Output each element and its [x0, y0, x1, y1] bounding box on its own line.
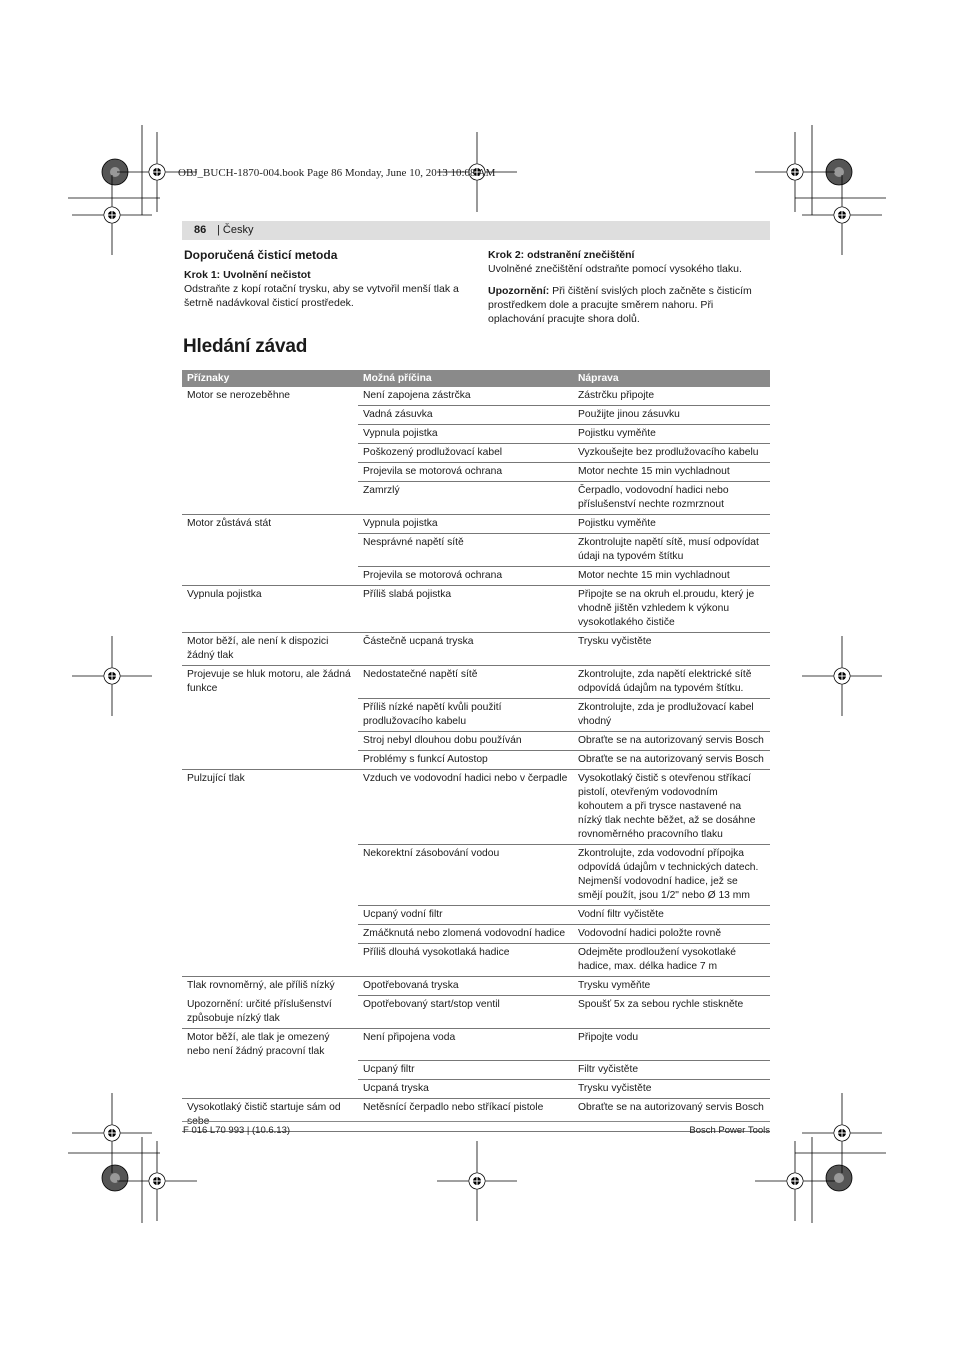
symptom-cell [182, 463, 358, 482]
table-row [182, 567, 770, 586]
cause-cell: Zmáčknutá nebo zlomená vodovodní hadice [358, 925, 573, 944]
cause-cell: Opotřebovaná tryska [358, 977, 573, 996]
remedy-cell: Spoušť 5x za sebou rychle stiskněte [573, 996, 770, 1029]
cause-cell: Příliš slabá pojistka [358, 586, 573, 633]
symptom-cell [182, 732, 358, 751]
remedy-cell: Trysku vyměňte [573, 977, 770, 996]
cause-cell: Netěsnící čerpadlo nebo stříkací pistole [358, 1099, 573, 1132]
table-header-row [182, 370, 770, 387]
cause-cell: Vypnula pojistka [358, 425, 573, 444]
remedy-cell: Vysokotlaký čistič s otevřenou stříkací pistolí, otevřeným vodovodním kohoutem a při trysce nastavené na nízký tlak nechte běžet, až se dosáhne rovnoměrného pracovního tlaku [573, 770, 770, 845]
cause-cell: Projevila se motorová ochrana [358, 567, 573, 586]
symptom-cell [182, 425, 358, 444]
table-row [182, 633, 770, 666]
table-row [182, 666, 770, 699]
symptom-cell [182, 1061, 358, 1080]
table-row [182, 586, 770, 633]
symptom-cell [182, 1080, 358, 1099]
remedy-cell: Čerpadlo, vodovodní hadici nebo příslušenství nechte rozmrznout [573, 482, 770, 515]
symptom-cell: Projevuje se hluk motoru, ale žádná funkce [187, 669, 351, 694]
cause-cell: Příliš dlouhá vysokotlaká hadice [358, 944, 573, 977]
symptom-cell [182, 534, 358, 567]
cleaning-left-column [184, 248, 469, 318]
cleaning-title: Doporučená čisticí metoda [184, 248, 338, 262]
cause-cell: Nedostatečné napětí sítě [358, 666, 573, 699]
cause-cell: Příliš nízké napětí kvůli použití prodlužovacího kabelu [358, 699, 573, 732]
table-row [182, 425, 770, 444]
footer-rule [182, 1121, 770, 1122]
table-row [182, 515, 770, 534]
symptom-cell [182, 751, 358, 770]
symptom-cell: Tlak rovnoměrný, ale příliš nízký [187, 980, 335, 991]
cause-cell: Projevila se motorová ochrana [358, 463, 573, 482]
table-row [182, 1028, 770, 1061]
page-header-band [182, 221, 770, 240]
troubleshooting-table [182, 370, 770, 1132]
cause-cell: Problémy s funkcí Autostop [358, 751, 573, 770]
cause-cell: Ucpaný filtr [358, 1061, 573, 1080]
cause-cell: Opotřebovaný start/stop ventil [358, 996, 573, 1029]
cause-cell: Stroj nebyl dlouhou dobu používán [358, 732, 573, 751]
remedy-cell: Zkontrolujte, zda vodovodní přípojka odpovídá údajům v technických datech. Nejmenší vodovodní hadice, jež se smějí použít, jsou 1/2" nebo Ø 13 mm [573, 845, 770, 906]
step1-text: Odstraňte z kopí rotační trysku, aby se vytvořil menší tlak a šetrně nadávkoval čisticí prostředek. [184, 283, 459, 309]
remedy-cell: Vodní filtr vyčistěte [573, 906, 770, 925]
table-row [182, 699, 770, 732]
symptom-cell [182, 944, 358, 977]
cause-cell: Není zapojena zástrčka [358, 387, 573, 406]
symptom-cell [182, 567, 358, 586]
table-row [182, 732, 770, 751]
symptom-cell: Motor běží, ale tlak je omezený nebo není žádný pracovní tlak [187, 1031, 330, 1057]
symptom-cell [182, 906, 358, 925]
table-row [182, 770, 770, 845]
remedy-cell: Pojistku vyměňte [573, 425, 770, 444]
table-row [182, 977, 770, 996]
page-number: 86 [194, 224, 207, 236]
cause-cell: Zamrzlý [358, 482, 573, 515]
cleaning-right-column [488, 248, 771, 334]
table-row [182, 944, 770, 977]
table-row [182, 482, 770, 515]
symptom-cell [182, 699, 358, 732]
remedy-cell: Zkontrolujte, zda napětí elektrické sítě odpovídá údajům na typovém štítku. [573, 666, 770, 699]
remedy-cell: Zástrčku připojte [573, 387, 770, 406]
table-row [182, 1080, 770, 1099]
table-row [182, 751, 770, 770]
remedy-cell: Obraťte se na autorizovaný servis Bosch [573, 1099, 770, 1132]
troubleshooting-title: Hledání závad [183, 336, 308, 357]
remedy-cell: Připojte vodu [573, 1028, 770, 1061]
language-label: | Česky [217, 224, 254, 236]
table-row [182, 1061, 770, 1080]
symptom-cell: Upozornění: určité příslušenství způsobuje nízký tlak [182, 996, 358, 1029]
remedy-cell: Trysku vyčistěte [573, 633, 770, 666]
cause-cell: Vypnula pojistka [358, 515, 573, 534]
symptom-cell: Pulzující tlak [187, 773, 245, 784]
table-row [182, 996, 770, 1029]
remedy-cell: Zkontrolujte, zda je prodlužovací kabel vhodný [573, 699, 770, 732]
remedy-cell: Vyzkoušejte bez prodlužovacího kabelu [573, 444, 770, 463]
remedy-cell: Připojte se na okruh el.proudu, který je vhodně jištěn vzhledem k výkonu vysokotlakého čističe [573, 586, 770, 633]
symptom-cell: Motor běží, ale není k dispozici žádný tlak [182, 633, 358, 666]
print-slug: OBJ_BUCH-1870-004.book Page 86 Monday, June 10, 2013 10:08 AM [178, 167, 496, 179]
column-header-symptoms: Příznaky [182, 370, 358, 387]
remedy-cell: Motor nechte 15 min vychladnout [573, 567, 770, 586]
note-text: Při čištění svislých ploch začněte s čisticím prostředkem dole a pracujte směrem nahoru. Při oplachování pracujte shora dolů. [488, 285, 752, 325]
symptom-cell [182, 444, 358, 463]
table-row [182, 534, 770, 567]
remedy-cell: Pojistku vyměňte [573, 515, 770, 534]
table-row [182, 444, 770, 463]
table-row [182, 406, 770, 425]
remedy-cell: Odejměte prodloužení vysokotlaké hadice, max. délka hadice 7 m [573, 944, 770, 977]
cause-cell: Nesprávné napětí sítě [358, 534, 573, 567]
symptom-cell [182, 925, 358, 944]
remedy-cell: Trysku vyčistěte [573, 1080, 770, 1099]
symptom-cell [182, 845, 358, 906]
note-paragraph [488, 284, 771, 326]
cause-cell: Nekorektní zásobování vodou [358, 845, 573, 906]
cause-cell: Není připojena voda [358, 1028, 573, 1061]
remedy-cell: Obraťte se na autorizovaný servis Bosch [573, 732, 770, 751]
step1-title: Krok 1: Uvolnění nečistot [184, 269, 311, 281]
cause-cell: Vadná zásuvka [358, 406, 573, 425]
footer-doc-number: F 016 L70 993 | (10.6.13) [183, 1125, 291, 1136]
step2-title: Krok 2: odstranění znečištění [488, 249, 635, 261]
remedy-cell: Vodovodní hadici položte rovně [573, 925, 770, 944]
symptom-cell: Vysokotlaký čistič startuje sám od sebe [182, 1099, 358, 1132]
remedy-cell: Obraťte se na autorizovaný servis Bosch [573, 751, 770, 770]
table-row [182, 925, 770, 944]
remedy-cell: Filtr vyčistěte [573, 1061, 770, 1080]
cause-cell: Částečně ucpaná tryska [358, 633, 573, 666]
table-body [182, 387, 770, 1132]
symptom-cell: Motor se nerozeběhne [187, 390, 291, 401]
cause-cell: Ucpaná tryska [358, 1080, 573, 1099]
column-header-cause: Možná příčina [358, 370, 573, 387]
remedy-cell: Použijte jinou zásuvku [573, 406, 770, 425]
cause-cell: Ucpaný vodní filtr [358, 906, 573, 925]
cause-cell: Poškozený prodlužovací kabel [358, 444, 573, 463]
table-row [182, 387, 770, 406]
step2-text: Uvolněné znečištění odstraňte pomocí vysokého tlaku. [488, 263, 742, 275]
footer-brand: Bosch Power Tools [689, 1125, 770, 1136]
symptom-cell [182, 406, 358, 425]
symptom-cell [182, 482, 358, 515]
note-label: Upozornění: [488, 285, 550, 297]
table-row [182, 845, 770, 906]
remedy-cell: Zkontrolujte napětí sítě, musí odpovídat údaji na typovém štítku [573, 534, 770, 567]
column-header-remedy: Náprava [573, 370, 770, 387]
table-row [182, 463, 770, 482]
table-row [182, 906, 770, 925]
remedy-cell: Motor nechte 15 min vychladnout [573, 463, 770, 482]
cause-cell: Vzduch ve vodovodní hadici nebo v čerpadle [358, 770, 573, 845]
symptom-cell: Vypnula pojistka [182, 586, 358, 633]
symptom-cell: Motor zůstává stát [187, 518, 272, 529]
